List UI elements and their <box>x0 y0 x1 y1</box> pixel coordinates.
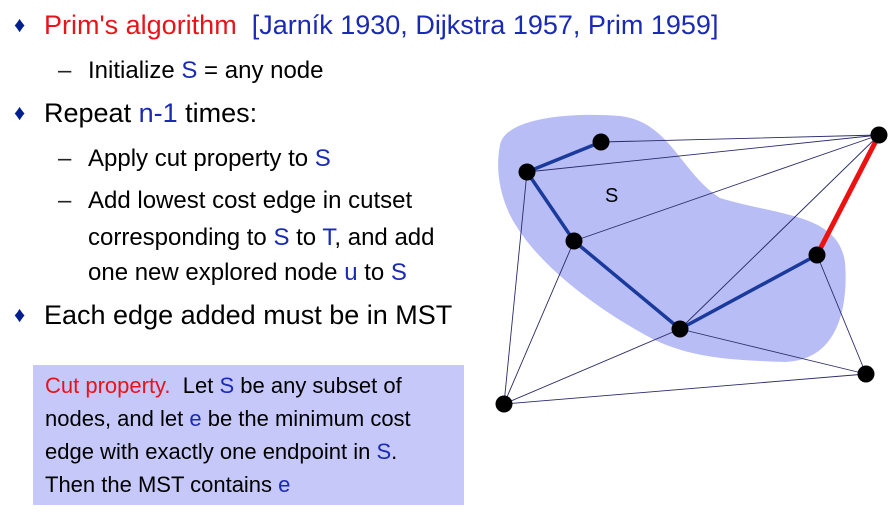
cut-property-box <box>33 365 464 505</box>
cut-line-4: Then the MST contains e <box>45 472 291 497</box>
edge-n6-n8 <box>504 329 680 404</box>
dash-bullet-icon: – <box>58 57 72 84</box>
bullet-each-edge: ♦ Each edge added must be in MST <box>14 300 453 330</box>
prims-title: Prim's algorithm <box>44 10 237 40</box>
cut-property-title: Cut property. <box>45 373 171 398</box>
bullet-prims-algorithm <box>14 10 718 41</box>
edge-n7-n8 <box>504 374 866 404</box>
diamond-bullet-icon: ♦ <box>14 12 26 37</box>
region-label-s: S <box>605 185 619 207</box>
dash-bullet-icon: – <box>58 187 72 214</box>
middle-left-node <box>566 233 583 250</box>
explored-region-s <box>498 115 845 362</box>
cut-line-1: Cut property. Let S be any subset of <box>45 373 402 398</box>
diamond-bullet-icon: ♦ <box>14 100 26 125</box>
bottom-left-node <box>496 396 513 413</box>
bottom-right-node <box>858 366 875 383</box>
cut-line-2: nodes, and let e be the minimum cost <box>45 406 411 431</box>
edge-n4-n8 <box>504 241 574 404</box>
top-right-node <box>871 127 888 144</box>
bullet-repeat: ♦ Repeat n-1 times: <box>14 98 258 128</box>
sub-initialize: – Initialize S = any node <box>58 57 324 84</box>
citation: [Jarník 1930, Dijkstra 1957, Prim 1959] <box>251 10 719 40</box>
sub-add-edge-line3: one new explored node u to S <box>88 259 407 286</box>
sub-apply-cut: – Apply cut property to S <box>58 145 331 172</box>
dash-bullet-icon: – <box>58 145 72 172</box>
cut-line-3: edge with exactly one endpoint in S. <box>45 439 398 464</box>
sub-add-edge-line2: corresponding to S to T, and add <box>88 224 435 251</box>
sub-add-edge-line1: – Add lowest cost edge in cutset <box>58 187 413 214</box>
bottom-center-node <box>672 321 689 338</box>
diamond-bullet-icon: ♦ <box>14 302 26 327</box>
top-left-node <box>519 164 536 181</box>
right-node <box>809 247 826 264</box>
top-node <box>593 134 610 151</box>
